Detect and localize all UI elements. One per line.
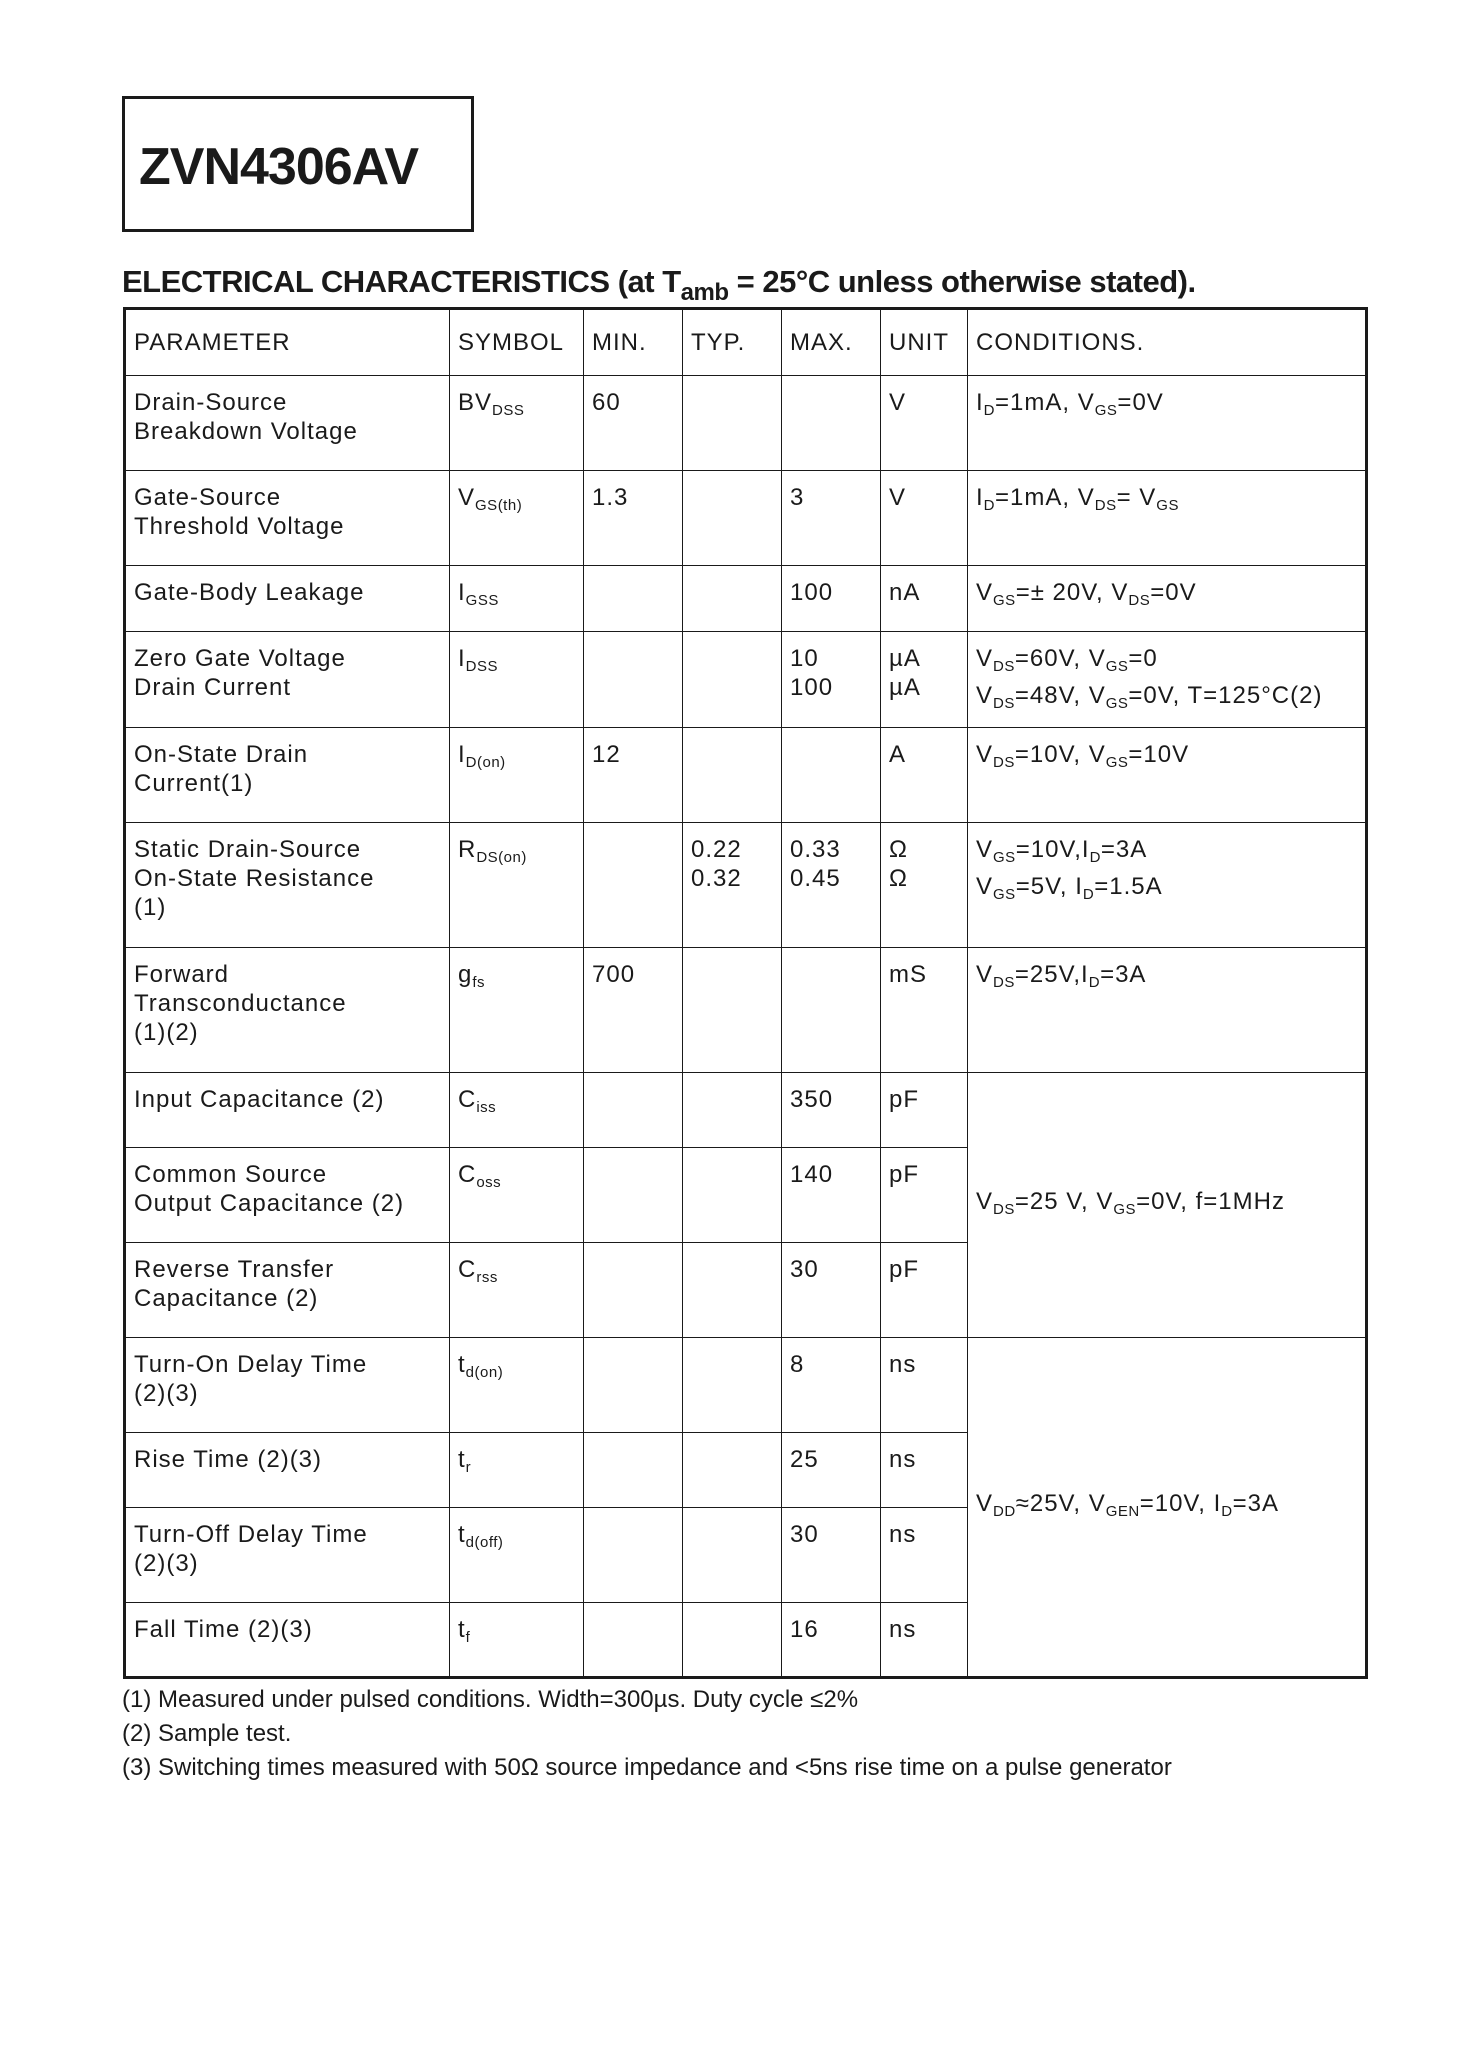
max-cell: 100: [782, 566, 881, 632]
typ-cell: [683, 1243, 782, 1338]
min-cell: [584, 823, 683, 948]
min-cell: [584, 1073, 683, 1148]
parameter-cell: Drain-Source Breakdown Voltage: [125, 376, 450, 471]
unit-cell: ns: [881, 1508, 968, 1603]
min-cell: [584, 1433, 683, 1508]
symbol-cell: $I_{D(on)}$: [450, 728, 584, 823]
conditions-cell: $V_{DS}=60V$, $V_{GS}=0$ $V_{DS}=48V$, $V_{GS}=0V$, T=125°C(2): [968, 632, 1367, 728]
typ-cell: [683, 1433, 782, 1508]
table-row: [125, 471, 1367, 566]
table-row: [125, 1073, 1367, 1148]
conditions-cell: $I_D=1mA$, $V_{GS}=0V$: [968, 376, 1367, 471]
conditions-cell: $V_{DS}=25$ V, $V_{GS}=0V$, f=1MHz: [968, 1073, 1367, 1338]
conditions-cell: $V_{DS}=10V$, $V_{GS}=10V$: [968, 728, 1367, 823]
parameter-cell: Static Drain-Source On-State Resistance (1): [125, 823, 450, 948]
parameter-cell: Forward Transconductance (1)(2): [125, 948, 450, 1073]
table-header-row: [125, 309, 1367, 376]
table-row: [125, 948, 1367, 1073]
unit-cell: pF: [881, 1243, 968, 1338]
max-cell: 8: [782, 1338, 881, 1433]
max-cell: 30: [782, 1243, 881, 1338]
parameter-cell: Gate-Body Leakage: [125, 566, 450, 632]
symbol-cell: $C_{iss}$: [450, 1073, 584, 1148]
symbol-cell: $t_{d(off)}$: [450, 1508, 584, 1603]
table-row: [125, 632, 1367, 728]
max-cell: 0.33 0.45: [782, 823, 881, 948]
table-row: [125, 728, 1367, 823]
parameter-cell: Zero Gate Voltage Drain Current: [125, 632, 450, 728]
typ-cell: [683, 1508, 782, 1603]
conditions-cell: $I_D=1mA$, $V_{DS}= V_{GS}$: [968, 471, 1367, 566]
min-cell: [584, 1603, 683, 1678]
min-cell: [584, 1338, 683, 1433]
header-cell: TYP.: [683, 309, 782, 376]
parameter-cell: Turn-Off Delay Time (2)(3): [125, 1508, 450, 1603]
parameter-cell: Fall Time (2)(3): [125, 1603, 450, 1678]
symbol-cell: $t_f$: [450, 1603, 584, 1678]
min-cell: [584, 1243, 683, 1338]
min-cell: 12: [584, 728, 683, 823]
typ-cell: [683, 1148, 782, 1243]
min-cell: [584, 632, 683, 728]
unit-cell: nA: [881, 566, 968, 632]
unit-cell: A: [881, 728, 968, 823]
typ-cell: [683, 566, 782, 632]
max-cell: 350: [782, 1073, 881, 1148]
part-number-title: ZVN4306AV: [139, 138, 419, 196]
table-row: [125, 566, 1367, 632]
parameter-cell: Input Capacitance (2): [125, 1073, 450, 1148]
min-cell: [584, 1508, 683, 1603]
table-row: [125, 823, 1367, 948]
table-row: [125, 376, 1367, 471]
unit-cell: V: [881, 376, 968, 471]
parameter-cell: Common Source Output Capacitance (2): [125, 1148, 450, 1243]
max-cell: [782, 376, 881, 471]
unit-cell: mS: [881, 948, 968, 1073]
max-cell: [782, 728, 881, 823]
footnote-2: (2) Sample test.: [122, 1720, 292, 1747]
conditions-cell: $V_{GS}=10V,I_D=3A$ $V_{GS}=5V$, $I_D=1.5A$: [968, 823, 1367, 948]
unit-cell: µA µA: [881, 632, 968, 728]
parameter-cell: Rise Time (2)(3): [125, 1433, 450, 1508]
parameter-cell: Reverse Transfer Capacitance (2): [125, 1243, 450, 1338]
typ-cell: [683, 728, 782, 823]
unit-cell: ns: [881, 1338, 968, 1433]
symbol-cell: $R_{DS(on)}$: [450, 823, 584, 948]
max-cell: 140: [782, 1148, 881, 1243]
typ-cell: [683, 1073, 782, 1148]
symbol-cell: $t_r$: [450, 1433, 584, 1508]
unit-cell: Ω Ω: [881, 823, 968, 948]
unit-cell: V: [881, 471, 968, 566]
symbol-cell: $V_{GS(th)}$: [450, 471, 584, 566]
parameter-cell: Gate-Source Threshold Voltage: [125, 471, 450, 566]
typ-cell: [683, 1338, 782, 1433]
min-cell: 700: [584, 948, 683, 1073]
min-cell: 1.3: [584, 471, 683, 566]
header-cell: MAX.: [782, 309, 881, 376]
typ-cell: 0.22 0.32: [683, 823, 782, 948]
min-cell: [584, 566, 683, 632]
symbol-cell: $BV_{DSS}$: [450, 376, 584, 471]
unit-cell: pF: [881, 1148, 968, 1243]
section-heading: ELECTRICAL CHARACTERISTICS (at $T_{amb} = 25^\circ C$ unless otherwise stated).: [122, 264, 1196, 306]
header-cell: CONDITIONS.: [968, 309, 1367, 376]
min-cell: 60: [584, 376, 683, 471]
conditions-cell: $V_{GS}=\pm 20V$, $V_{DS}=0V$: [968, 566, 1367, 632]
unit-cell: ns: [881, 1433, 968, 1508]
electrical-characteristics-table: [123, 307, 1368, 1679]
header-cell: SYMBOL: [450, 309, 584, 376]
max-cell: 30: [782, 1508, 881, 1603]
unit-cell: pF: [881, 1073, 968, 1148]
typ-cell: [683, 471, 782, 566]
conditions-cell: $V_{DS}=25V,I_D=3A$: [968, 948, 1367, 1073]
unit-cell: ns: [881, 1603, 968, 1678]
footnote-3: (3) Switching times measured with 50Ω source impedance and <5ns rise time on a pulse generator: [122, 1754, 1172, 1781]
max-cell: 16: [782, 1603, 881, 1678]
symbol-cell: $t_{d(on)}$: [450, 1338, 584, 1433]
typ-cell: [683, 376, 782, 471]
part-number-box: [122, 96, 474, 232]
max-cell: 3: [782, 471, 881, 566]
symbol-cell: $g_{fs}$: [450, 948, 584, 1073]
header-cell: UNIT: [881, 309, 968, 376]
parameter-cell: On-State Drain Current(1): [125, 728, 450, 823]
symbol-cell: $I_{DSS}$: [450, 632, 584, 728]
symbol-cell: $I_{GSS}$: [450, 566, 584, 632]
typ-cell: [683, 948, 782, 1073]
min-cell: [584, 1148, 683, 1243]
max-cell: 10 100: [782, 632, 881, 728]
typ-cell: [683, 632, 782, 728]
typ-cell: [683, 1603, 782, 1678]
table-row: [125, 1338, 1367, 1433]
symbol-cell: $C_{oss}$: [450, 1148, 584, 1243]
parameter-cell: Turn-On Delay Time (2)(3): [125, 1338, 450, 1433]
conditions-cell: $V_{DD}\approx 25V$, $V_{GEN}=10V$, $I_D=3A$: [968, 1338, 1367, 1678]
symbol-cell: $C_{rss}$: [450, 1243, 584, 1338]
header-cell: MIN.: [584, 309, 683, 376]
header-cell: PARAMETER: [125, 309, 450, 376]
max-cell: 25: [782, 1433, 881, 1508]
max-cell: [782, 948, 881, 1073]
footnote-1: (1) Measured under pulsed conditions. Width=300µs. Duty cycle ≤2%: [122, 1686, 859, 1713]
